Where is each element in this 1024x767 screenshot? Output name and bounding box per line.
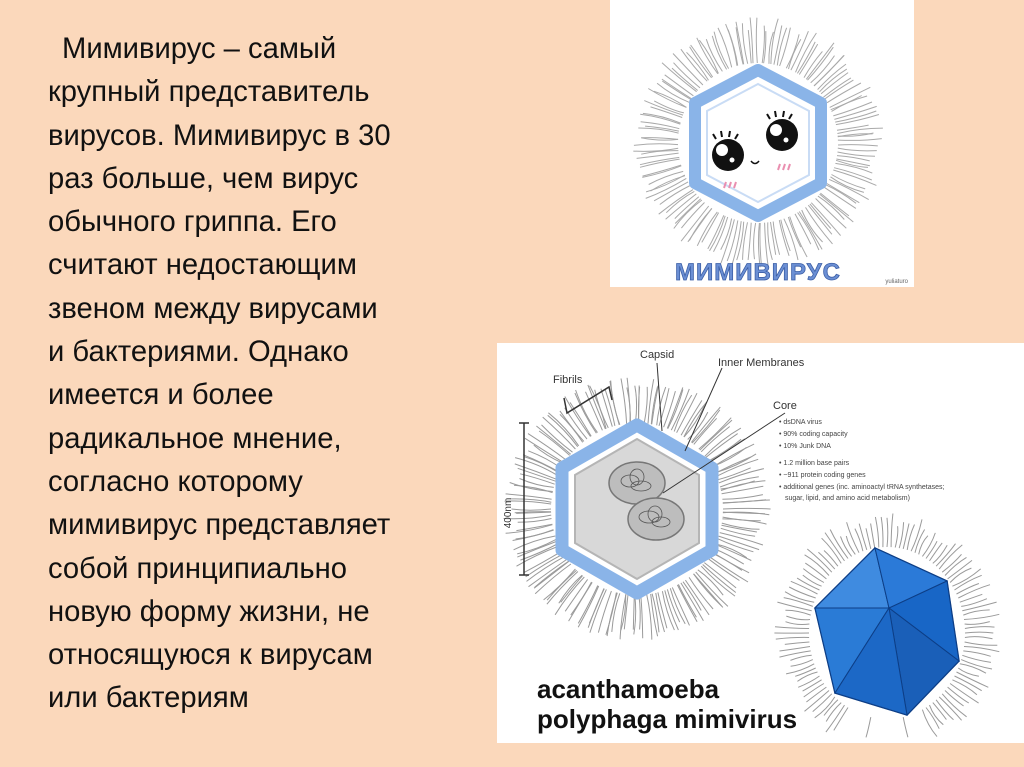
core-fact: • 10% Junk DNA (779, 443, 831, 450)
core-fact: • 90% coding capacity (779, 431, 848, 438)
fibril-strand (808, 205, 832, 234)
fibril-strand (578, 586, 599, 627)
fibril-strand (807, 549, 832, 572)
fibril-strand (957, 584, 979, 595)
fibril-strand (638, 128, 678, 133)
fibril-strand (825, 533, 845, 561)
fibril-strand (775, 627, 809, 629)
fibril-strand (814, 55, 844, 86)
fibril-strand (795, 668, 816, 676)
fibril-strand (965, 637, 993, 639)
fibril-strand (518, 519, 552, 523)
fibril-strand (703, 565, 736, 593)
paragraph-line: звеном между вирусами (48, 292, 378, 325)
fibril-strand (672, 68, 698, 90)
fibril-strand (634, 144, 678, 146)
fibril-strand (891, 514, 893, 548)
fibril-strand (536, 426, 570, 454)
paragraph-line: мимивирус представляет (48, 509, 391, 542)
fibril-strand (754, 223, 756, 259)
fibril-strand (810, 204, 831, 229)
fibril-strand (866, 717, 871, 737)
fibril-strand (777, 602, 811, 611)
fibril-strand (786, 622, 810, 625)
fibril-strand (722, 519, 766, 524)
fibril-strand (779, 220, 789, 256)
fibril-strand (771, 19, 778, 64)
fibril-strand (544, 569, 576, 600)
fibril-strand (903, 717, 908, 737)
fibril-strand (803, 680, 822, 691)
fibril-strand (760, 223, 761, 264)
fibril-strand (963, 651, 990, 656)
fibril-strand (834, 168, 872, 180)
fibril-strand (736, 27, 743, 64)
fibril-strand (804, 684, 824, 698)
core-fact: • additional genes (inc. aminoactyl tRNA synthetases; (779, 484, 945, 491)
fibril-strand (958, 585, 990, 598)
fibril-strand (771, 222, 776, 255)
fibril-strand (958, 668, 979, 676)
fibril-strand (723, 500, 770, 503)
fibril-strand (859, 524, 867, 550)
fibril-strand (838, 148, 877, 151)
fibril-strand (586, 392, 603, 431)
fibril-strand (722, 486, 764, 494)
fibril-strand (611, 381, 620, 425)
fibril-strand (820, 69, 847, 92)
species-name-line2: polyphaga mimivirus (537, 704, 798, 734)
fibril-strand (922, 710, 937, 737)
fibrils-label: Fibrils (553, 374, 583, 386)
fibril-strand (639, 595, 640, 630)
scale-label: 400nm (503, 497, 514, 529)
fibril-strand (517, 539, 556, 554)
fibril-strand (808, 47, 834, 80)
fibril-strand (699, 418, 731, 449)
icosahedron-icon (815, 548, 959, 715)
fibril-strand (965, 642, 998, 645)
fibril-strand (798, 676, 819, 687)
fibril-strand (773, 222, 779, 255)
fibril-strand (818, 196, 844, 219)
fibril-strand (534, 561, 569, 588)
fibril-strand (797, 672, 817, 681)
inner-membranes-label: Inner Membranes (718, 357, 805, 369)
fibril-strand (965, 622, 990, 625)
core-label: Core (773, 400, 797, 412)
fibril-strand (838, 145, 878, 146)
fibril-strand (708, 215, 724, 249)
fibril-strand (644, 387, 647, 423)
fibril-strand (875, 517, 878, 548)
fibril-strand (780, 647, 811, 652)
fibril-strand (797, 42, 815, 74)
fibril-strand (847, 522, 859, 553)
fibril-strand (721, 481, 765, 491)
paragraph-line: собой принципиально (48, 552, 347, 585)
fibril-strand (646, 178, 687, 198)
core-fact: • 1.2 million base pairs (779, 460, 850, 467)
fibril-strand (561, 576, 583, 603)
fibril-strand (895, 526, 898, 547)
fibril-strand (962, 602, 996, 611)
paragraph-line: Мимивирус – самый (62, 33, 337, 65)
fibril-strand (621, 379, 627, 424)
fibril-strand (715, 457, 751, 473)
core-facts-list (779, 419, 945, 502)
fibril-strand (965, 632, 993, 633)
core-fact: • ~911 protein coding genes (779, 472, 866, 479)
fibril-strand (642, 166, 681, 178)
fibril-strand (748, 223, 751, 260)
fibril-strand (690, 47, 712, 78)
paragraph-line: вирусов. Мимивирус в 30 (48, 119, 391, 152)
core-fact: sugar, lipid, and amino acid metabolism) (785, 495, 910, 502)
species-name-line1: acanthamoeba (537, 674, 720, 704)
fibril-strand (620, 594, 626, 639)
paragraph-line: согласно которому (48, 465, 303, 498)
capsid-label: Capsid (640, 349, 675, 361)
paragraph-line: считают недостающим (48, 249, 357, 282)
fibril-strand (838, 139, 882, 141)
fibril-strand (542, 425, 573, 452)
fibril-strand (785, 592, 814, 603)
paragraph-line: обычного гриппа. Его (48, 206, 337, 239)
mimivirus-diagram-image (497, 343, 1024, 743)
fibril-strand (719, 469, 764, 483)
fibril-strand (820, 193, 849, 216)
fibril-strand (651, 107, 683, 118)
fibril-strand (674, 200, 702, 229)
fibril-strand (785, 642, 810, 644)
paragraph-line: относящуюся к вирусам (48, 639, 373, 672)
paragraph-line: и бактериями. Однако (48, 336, 349, 369)
fibril-strand (803, 575, 822, 586)
fibril-strand (881, 517, 883, 547)
fibril-strand (756, 18, 757, 63)
fibril-strand (721, 528, 755, 536)
paragraph-line: или бактериям (48, 682, 249, 715)
cartoon-virus-image (610, 0, 914, 287)
fibril-strand (866, 528, 871, 549)
cartoon-virus-illustration (610, 0, 914, 287)
fibril-strand (796, 33, 817, 72)
fibril-strand (691, 407, 720, 442)
fibril-strand (677, 585, 697, 622)
fibril-strand (836, 115, 879, 125)
fibril-strand (964, 647, 999, 652)
fibril-strand (644, 101, 683, 116)
fibril-strand (826, 185, 856, 203)
fibril-strand (640, 157, 679, 164)
paragraph-line: радикальное мнение, (48, 422, 342, 455)
fibril-strand (722, 495, 763, 500)
fibril-strand (776, 637, 809, 639)
fibril-strand (786, 664, 814, 674)
fibril-strand (683, 582, 701, 611)
fibril-strand (899, 522, 903, 548)
slide-paragraph (48, 28, 498, 721)
core-fact: • dsDNA virus (779, 419, 822, 426)
fibril-strand (786, 616, 810, 620)
fibril-strand (721, 219, 735, 263)
fibril-strand (806, 687, 826, 702)
fibril-strand (635, 386, 637, 423)
fibril-strand (824, 551, 838, 567)
diagram-core-bottom (628, 498, 684, 540)
fibril-strand (922, 533, 935, 557)
paragraph-line: раз больше, чем вирус (48, 162, 359, 195)
fibril-strand (674, 395, 692, 431)
fibril-strand (633, 595, 634, 630)
fibril-strand (723, 508, 771, 509)
fibril-strand (512, 509, 552, 510)
paragraph-line: имеется и более (48, 379, 274, 412)
fibril-strand (964, 614, 999, 619)
fibril-strand (805, 563, 826, 579)
fibril-strand (950, 568, 971, 582)
fibril-strand (742, 23, 747, 64)
fibril-strand (726, 24, 737, 66)
cartoon-signature: yuliaturo (885, 279, 908, 285)
paragraph-line: крупный представитель (48, 76, 370, 109)
cartoon-title: МИМИВИРУС (674, 259, 842, 286)
fibril-strand (643, 165, 682, 176)
fibril-strand (803, 569, 824, 583)
fibril-strand (791, 660, 813, 667)
fibril-strand (678, 584, 696, 617)
fibril-strand (555, 577, 584, 615)
paragraph-line: новую форму жизни, не (48, 595, 370, 628)
fibril-strand (961, 660, 992, 669)
fibril-strand (887, 518, 888, 547)
fibril-strand (930, 543, 943, 561)
fibril-strand (675, 197, 699, 219)
mimivirus-structure-diagram (497, 343, 1024, 743)
fibril-strand (871, 524, 875, 549)
fibril-strand (965, 627, 995, 629)
fibril-strand (933, 545, 947, 563)
fibril-strand (790, 655, 811, 660)
fibril-strand (641, 595, 643, 638)
fibril-strand (785, 610, 810, 615)
fibril-strand (748, 30, 751, 63)
fibril-strand (963, 610, 989, 615)
